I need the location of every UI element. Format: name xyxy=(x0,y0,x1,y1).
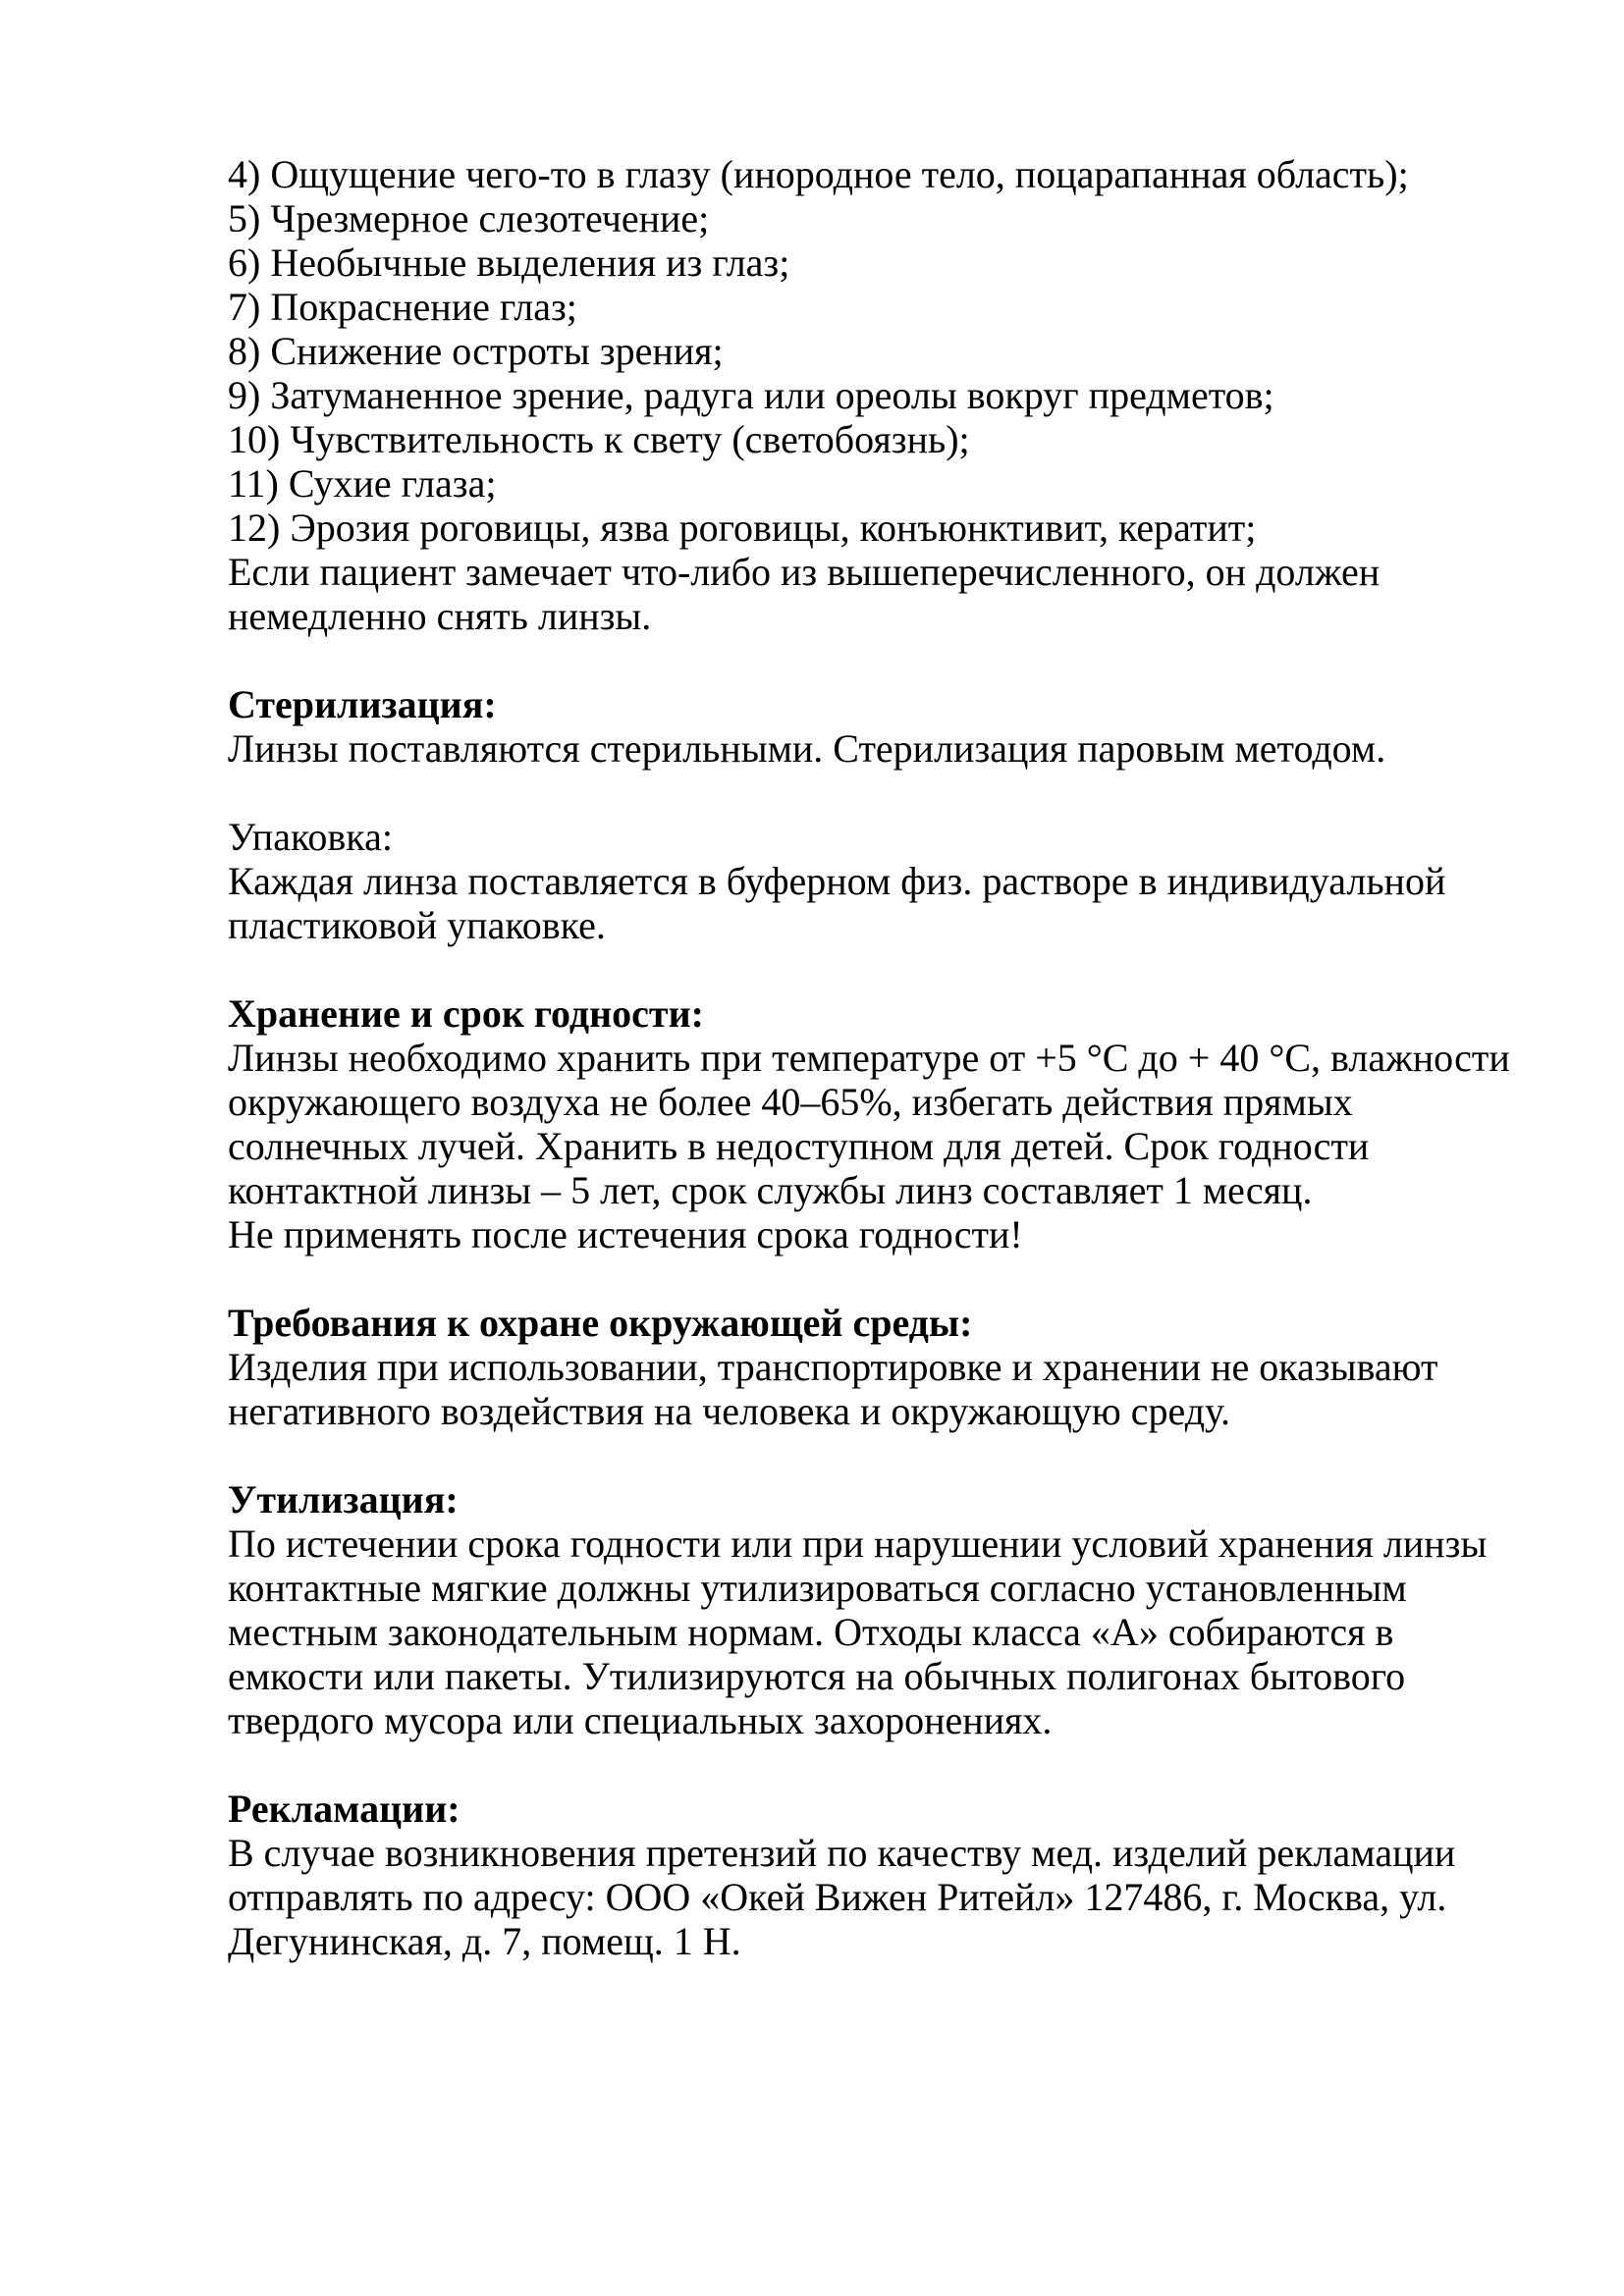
section-heading: Требования к охране окружающей среды: xyxy=(228,1301,973,1345)
section-heading: Утилизация: xyxy=(228,1477,459,1522)
list-item: 11) Сухие глаза; xyxy=(228,461,497,506)
section-claims xyxy=(228,1787,1516,1963)
paragraph-line: Линзы поставляются стерильными. Стерилизация паровым методом. xyxy=(228,726,1386,771)
paragraph-line: Дегунинская, д. 7, помещ. 1 Н. xyxy=(228,1919,741,1963)
paragraph-line: немедленно снять линзы. xyxy=(228,594,652,638)
paragraph-line: окружающего воздуха не более 40–65%, избегать действия прямых xyxy=(228,1080,1353,1124)
paragraph-line: Каждая линза поставляется в буферном физ. растворе в индивидуальной xyxy=(228,859,1446,903)
section-packaging xyxy=(228,815,1516,947)
paragraph-line: Не применять после истечения срока годности! xyxy=(228,1212,1023,1256)
section-storage xyxy=(228,991,1516,1256)
section-environment xyxy=(228,1301,1516,1433)
section-heading: Рекламации: xyxy=(228,1787,460,1831)
section-heading: Упаковка: xyxy=(228,815,393,859)
list-item: 7) Покраснение глаз; xyxy=(228,285,577,329)
section-disposal xyxy=(228,1477,1516,1742)
list-item: 10) Чувствительность к свету (светобоязнь); xyxy=(228,417,970,461)
blank-line xyxy=(228,638,1516,682)
paragraph-line: Линзы необходимо хранить при температуре от +5 °С до + 40 °С, влажности xyxy=(228,1036,1510,1080)
blank-line xyxy=(228,947,1516,991)
paragraph-line: контактной линзы – 5 лет, срок службы линз составляет 1 месяц. xyxy=(228,1168,1313,1212)
paragraph-line: твердого мусора или специальных захоронениях. xyxy=(228,1698,1053,1742)
blank-line xyxy=(228,1256,1516,1301)
paragraph-line: негативного воздействия на человека и окружающую среду. xyxy=(228,1389,1231,1433)
paragraph-line: В случае возникновения претензий по качеству мед. изделий рекламации xyxy=(228,1831,1456,1875)
paragraph-line: Если пациент замечает что-либо из вышеперечисленного, он должен xyxy=(228,550,1380,594)
list-item: 5) Чрезмерное слезотечение; xyxy=(228,196,710,240)
blank-line xyxy=(228,1433,1516,1477)
section-heading: Стерилизация: xyxy=(228,682,497,726)
paragraph-line: солнечных лучей. Хранить в недоступном для детей. Срок годности xyxy=(228,1124,1370,1168)
list-item: 4) Ощущение чего-то в глазу (инородное тело, поцарапанная область); xyxy=(228,152,1409,196)
paragraph-line: отправлять по адресу: ООО «Окей Вижен Ритейл» 127486, г. Москва, ул. xyxy=(228,1875,1447,1919)
symptoms-list xyxy=(228,152,1516,638)
paragraph-line: емкости или пакеты. Утилизируются на обычных полигонах бытового xyxy=(228,1654,1406,1698)
list-item: 6) Необычные выделения из глаз; xyxy=(228,240,790,285)
blank-line xyxy=(228,771,1516,815)
section-sterilization xyxy=(228,682,1516,771)
paragraph-line: Изделия при использовании, транспортировке и хранении не оказывают xyxy=(228,1345,1438,1389)
list-item: 9) Затуманенное зрение, радуга или ореолы вокруг предметов; xyxy=(228,373,1274,417)
list-item: 8) Снижение остроты зрения; xyxy=(228,329,724,373)
section-heading: Хранение и срок годности: xyxy=(228,991,704,1036)
document-content xyxy=(228,152,1516,1963)
blank-line xyxy=(228,1742,1516,1787)
list-item: 12) Эрозия роговицы, язва роговицы, конъюнктивит, кератит; xyxy=(228,506,1257,550)
paragraph-line: пластиковой упаковке. xyxy=(228,903,606,947)
paragraph-line: местным законодательным нормам. Отходы класса «А» собираются в xyxy=(228,1610,1394,1654)
paragraph-line: контактные мягкие должны утилизироваться согласно установленным xyxy=(228,1566,1407,1610)
paragraph-line: По истечении срока годности или при нарушении условий хранения линзы xyxy=(228,1522,1488,1566)
